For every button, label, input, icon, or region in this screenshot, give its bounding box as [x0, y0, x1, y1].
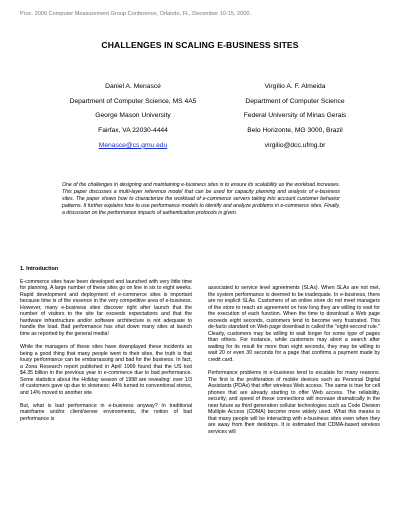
body-paragraph: E-commerce sites have been developed and launched with very little time for planning. A large number of these sites go on line in six to eight weeks. Rapid development and deployment of e-commerce sites is important because time is of the essence in the very competitive area of e-business. However, many e-business sites discover right after launch that the number of visitors to the site far exceeds expectations and that the hardware infrastructure and/or software architecture is not adequate to handle the load. Bad performance has shut down many sites at launch time as reported by the general media! [20, 278, 192, 337]
author-email-link[interactable]: Menasce@cs.gmu.edu [98, 141, 168, 149]
abstract: One of the challenges in designing and maintaining e-business sites is to ensure its scalability as the workload increases. This paper discusses a multi-layer reference model that can be used for capacity planning and analysis of e-business sites. The paper shows how to characterize the workload of e-commerce servers taking into account customer behavior patterns. It further explains how to use performance models to identify and analyze problems in e-commerce sites. Finally, a discussion on the performance impacts of authentication protocols is given. [62, 182, 340, 217]
body-paragraph: But, what is bad performance in e-business anyway? In traditional mainframe and/or client/server environments, the notion of bad performance is [20, 402, 192, 422]
conference-header: Proc. 2000 Computer Measurement Group Conference, Orlando, FL, December 10-15, 2000. [20, 11, 252, 17]
author-location: Belo Horizonte, MG 3000, Brazil [247, 127, 343, 135]
author-institution: George Mason University [95, 112, 171, 120]
author-name: Daniel A. Menascé [105, 83, 161, 90]
paper-title: CHALLENGES IN SCALING E-BUSINESS SITES [101, 40, 299, 50]
right-column [208, 285, 380, 442]
author-block-1 [48, 80, 218, 154]
author-institution: Federal University of Minas Gerais [243, 112, 347, 120]
author-block-2 [210, 80, 380, 154]
body-paragraph: Performance problems in e-business tend to escalate for many reasons. The first is the proliferation of mobile devices such as Personal Digital Assistants (PDAs) that offer wireless Web access. The same is true for cell phones that are already starting to offer Web access. The reliability, security, and speed of these connections will increase dramatically in the near future as third generation cellular technologies such as Code Division Multiple Access (CDMA) become more widely used. What this means is that many people will be interacting with e-business sites even when they are away from their desktops. It is estimated that CDMA-based wireless services will [208, 370, 380, 435]
author-location: Fairfax, VA 22030-4444 [98, 127, 168, 135]
body-paragraph: While the managers of these sites have downplayed these incidents as being a good thing that many people went to their sites, the truth is that lousy performance can be embarrassing and bad for the business. In fact, a Zona Research report published in April 1999 found that the US lost $4.35 billion in the previous year in e-commerce due to bad performance. Some statistics about the Holiday season of 1998 are revealing: over 1/3 of customers gave up due to slowness; 44% turned to conventional stores, and 14% moved to another site. [20, 343, 192, 396]
left-column [20, 266, 192, 429]
author-department: Department of Computer Science, MS 4A5 [69, 97, 197, 105]
body-paragraph: associated to service level agreements (SLAs). When SLAs are not met, the system performance is deemed to be inadequate. In e-business, there are no explicit SLAs. Customers of an online store do not meet managers of the store to reach an agreement on how long they are willing to wait for the execution of each function. When the time to download a Web page exceeds eight seconds, customers tend to become very frustrated. This de-facto standard on Web page download is called the "eight-second rule." Clearly, customers may be willing to wait longer for some type of pages than others. For instance, while customers may abort a search after waiting for its result for more than eight seconds, they may be willing to wait 20 or even 30 seconds for a page that confirms a payment made by credit card. [208, 285, 380, 364]
section-heading: 1. Introduction [20, 266, 59, 272]
author-email: virgilio@dcc.ufmg.br [264, 141, 326, 149]
author-name: Virgílio A. F. Almeida [264, 83, 326, 90]
author-department: Department of Computer Science [245, 97, 345, 105]
